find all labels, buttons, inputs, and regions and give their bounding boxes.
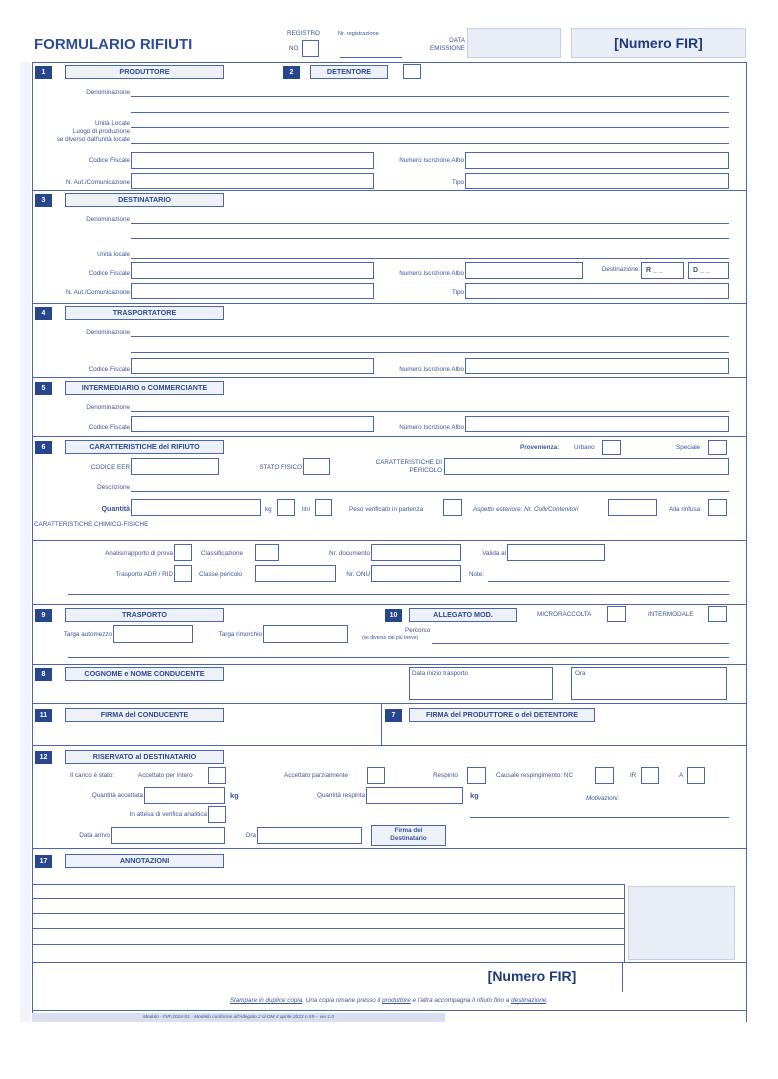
s4-numero-albo-label: Numero Iscrizione Albo xyxy=(399,366,464,373)
car-pericolo-field[interactable] xyxy=(444,458,729,475)
analisi-label: Analisi/rapporto di prova xyxy=(105,550,173,557)
footer-note xyxy=(32,997,746,1004)
kg-checkbox[interactable] xyxy=(277,499,295,516)
ora-arrivo-field[interactable] xyxy=(257,827,362,844)
quantita-respinta-label: Quantità respinta xyxy=(317,792,365,799)
microraccolta-checkbox[interactable] xyxy=(607,606,626,622)
s3-destinazione-r-field[interactable] xyxy=(641,262,684,279)
s3-codice-fiscale-field[interactable] xyxy=(131,262,374,279)
causale-nc-checkbox[interactable] xyxy=(595,767,614,784)
accettato-parz-checkbox[interactable] xyxy=(367,767,385,784)
aspetto-label: Aspetto esteriore: Nr. Colli/Contenitori xyxy=(473,506,579,513)
s5-denominazione-label: Denominazione xyxy=(86,404,130,411)
valida-al-field[interactable] xyxy=(507,544,605,561)
firma-produttore-header: FIRMA del PRODUTTORE o del DETENTORE xyxy=(409,708,595,722)
s1-naut-field[interactable] xyxy=(131,173,374,189)
quantita-respinta-kg: kg xyxy=(470,791,479,800)
respinto-checkbox[interactable] xyxy=(467,767,486,784)
section-17-number: 17 xyxy=(35,855,52,868)
annotazioni-line-3[interactable] xyxy=(32,913,624,914)
s3-denominazione-line[interactable] xyxy=(131,223,729,224)
s5-codice-fiscale-label: Codice Fiscale xyxy=(88,424,130,431)
causale-ir-checkbox[interactable] xyxy=(641,767,659,784)
s3-destinazione-d-field[interactable] xyxy=(688,262,729,279)
footer-note-text-3: . xyxy=(546,997,549,1004)
s3-tipo-label: Tipo xyxy=(451,289,464,296)
s1-luogo-label: Luogo di produzione xyxy=(72,128,130,135)
data-label: DATA xyxy=(449,37,465,44)
s1-codice-fiscale-field[interactable] xyxy=(131,152,374,169)
detentore-checkbox[interactable] xyxy=(403,64,421,79)
classe-pericolo-label: Classe pericolo xyxy=(199,571,243,578)
s3-codice-fiscale-label: Codice Fiscale xyxy=(88,270,130,277)
footer-stampare: Stampare in duplice copia xyxy=(229,997,303,1004)
s3-destinazione-d-text: D _ _ xyxy=(693,267,710,274)
s3-destinazione-r-text: R _ _ xyxy=(646,267,663,274)
classe-pericolo-field[interactable] xyxy=(255,565,336,582)
s1-denominazione-label: Denominazione xyxy=(86,89,130,96)
descrizione-line[interactable] xyxy=(131,491,729,492)
ora-inizio-label: Ora xyxy=(575,670,586,677)
adr-label: Trasporto ADR / RID xyxy=(115,571,173,578)
s1-codice-fiscale-label: Codice Fiscale xyxy=(88,157,130,164)
ora-inizio-field[interactable] xyxy=(571,667,727,700)
percorso-line[interactable] xyxy=(432,643,729,644)
descrizione-label: Descrizione xyxy=(97,484,130,491)
stato-fisico-field[interactable] xyxy=(303,458,330,475)
s3-tipo-field[interactable] xyxy=(465,283,729,299)
s1-unita-locale-label: Unità Locale xyxy=(94,120,130,127)
s3-naut-label: N. Aut./Comunicazione xyxy=(65,289,130,296)
firma-destinatario-label-2: Destinatario xyxy=(390,835,427,842)
section-4-number: 4 xyxy=(35,307,52,320)
annotazioni-line-2[interactable] xyxy=(32,898,624,899)
caratteristiche-header: CARATTERISTICHE del RIFIUTO xyxy=(65,440,224,454)
carico-label: Il carico è stato: xyxy=(70,772,115,779)
nr-documento-label: Nr. documento xyxy=(329,550,370,557)
s1-luogo-label-2: se diverso dall'unità locale xyxy=(56,136,130,143)
intermodale-checkbox[interactable] xyxy=(708,606,727,622)
kg-label: kg xyxy=(265,506,272,513)
intermediario-header: INTERMEDIARIO o COMMERCIANTE xyxy=(65,381,224,395)
causale-nc-label: Causale respingimento: NC xyxy=(496,772,573,779)
note-line[interactable] xyxy=(488,581,729,582)
accettato-parz-label: Accettato parzialmente xyxy=(284,772,349,779)
data-arrivo-field[interactable] xyxy=(111,827,225,844)
codice-eer-label: CODICE EER xyxy=(90,464,130,471)
causale-a-checkbox[interactable] xyxy=(687,767,705,784)
footer-destinazione: destinazione xyxy=(511,997,547,1004)
s3-numero-albo-field[interactable] xyxy=(465,262,583,279)
rinfusa-label: Alla rinfusa xyxy=(669,506,701,513)
numero-fir-header: [Numero FIR] xyxy=(614,35,703,51)
section-11-number: 11 xyxy=(35,709,52,722)
targa-automezzo-label: Targa automezzo xyxy=(63,631,112,638)
section-10-number: 10 xyxy=(385,609,402,622)
targa-automezzo-field[interactable] xyxy=(113,625,193,643)
s3-unita-locale-line[interactable] xyxy=(131,258,729,259)
detentore-header: DETENTORE xyxy=(310,65,388,79)
allegato-header: ALLEGATO MOD. xyxy=(409,608,517,622)
stamp-area xyxy=(628,886,735,960)
s4-denominazione-label: Denominazione xyxy=(86,329,130,336)
numero-fir-footer: [Numero FIR] xyxy=(487,968,577,984)
litri-label: litri xyxy=(302,506,311,513)
car-pericolo-label-2: PERICOLO xyxy=(409,467,442,474)
destinatario-header: DESTINATARIO xyxy=(65,193,224,207)
riservato-destinatario-header: RISERVATO al DESTINATARIO xyxy=(65,750,224,764)
s3-numero-albo-label: Numero Iscrizione Albo xyxy=(399,270,464,277)
quantita-accettata-field[interactable] xyxy=(144,787,225,804)
s1-tipo-label: Tipo xyxy=(451,179,464,186)
nr-onu-label: Nr. ONU xyxy=(346,571,370,578)
percorso-note: (se diverso dal più breve) xyxy=(362,635,419,641)
quantita-accettata-kg: kg xyxy=(230,791,239,800)
firma-conducente-header: FIRMA del CONDUCENTE xyxy=(65,708,224,722)
stato-fisico-label: STATO FISICO xyxy=(259,464,302,471)
s5-codice-fiscale-field[interactable] xyxy=(131,416,374,432)
attesa-verifica-checkbox[interactable] xyxy=(208,806,226,823)
quantita-accettata-label: Quantità accettata xyxy=(91,792,143,799)
motivazioni-label: Motivazioni: xyxy=(586,795,620,802)
no-label: NO xyxy=(289,45,299,52)
data-arrivo-label: Data arrivo xyxy=(79,832,110,839)
s4-codice-fiscale-label: Codice Fiscale xyxy=(88,366,130,373)
causale-a-label: A xyxy=(679,772,684,779)
s3-destinazione-label: Destinazione: xyxy=(601,266,640,273)
nr-documento-field[interactable] xyxy=(371,544,461,561)
s3-unita-locale-label: Unità locale xyxy=(97,251,130,258)
data-emissione-field[interactable] xyxy=(467,28,561,58)
causale-ir-label: IR xyxy=(630,772,637,779)
section-7-number: 7 xyxy=(385,709,402,722)
produttore-header: PRODUTTORE xyxy=(65,65,224,79)
analisi-checkbox[interactable] xyxy=(174,544,192,561)
section-12-number: 12 xyxy=(35,751,52,764)
annotazioni-line-1[interactable] xyxy=(32,884,624,885)
s1-tipo-field[interactable] xyxy=(465,173,729,189)
quantita-respinta-field[interactable] xyxy=(366,787,463,804)
peso-verificato-checkbox[interactable] xyxy=(443,499,462,516)
litri-checkbox[interactable] xyxy=(315,499,332,516)
peso-verificato-label: Peso verificato in partenza xyxy=(349,506,424,513)
respinto-label: Respinto xyxy=(433,772,458,779)
s3-naut-field[interactable] xyxy=(131,283,374,299)
percorso-label: Percorso xyxy=(405,627,431,634)
intermodale-label: INTERMODALE xyxy=(648,611,694,618)
s5-numero-albo-label: Numero Iscrizione Albo xyxy=(399,424,464,431)
quantita-field[interactable] xyxy=(131,499,261,516)
ora-arrivo-label: Ora xyxy=(245,832,256,839)
section-5-number: 5 xyxy=(35,382,52,395)
registro-label: REGISTRO xyxy=(287,30,320,37)
registro-no-box[interactable] xyxy=(302,40,319,57)
codice-eer-field[interactable] xyxy=(131,458,219,475)
s3-denominazione-label: Denominazione xyxy=(86,216,130,223)
classificazione-label: Classificazione xyxy=(201,550,243,557)
nr-onu-field[interactable] xyxy=(371,565,461,582)
valida-al-label: Valida al xyxy=(482,550,506,557)
form-title: FORMULARIO RIFIUTI xyxy=(34,36,193,53)
section-9-number: 9 xyxy=(35,609,52,622)
rinfusa-checkbox[interactable] xyxy=(708,499,727,516)
urbano-checkbox[interactable] xyxy=(602,440,621,455)
s4-denominazione-line[interactable] xyxy=(131,336,729,337)
data-inizio-trasporto-label: Data inizio trasporto xyxy=(412,670,468,677)
trasportatore-header: TRASPORTATORE xyxy=(65,306,224,320)
adr-checkbox[interactable] xyxy=(174,565,192,582)
urbano-label: Urbano xyxy=(574,444,595,451)
trasporto-header: TRASPORTO xyxy=(65,608,224,622)
attesa-verifica-label: In attesa di verifica analitica xyxy=(129,811,207,818)
modulo-text: Modulo - FIR-2024-01 - Modello conforme all'Allegato 2 al DM 4 aprile 2023 n.59 – ver.1.0 xyxy=(142,1015,335,1020)
footer-note-text-2: e l'altra accompagna il rifiuto fino a xyxy=(410,997,512,1004)
quantita-label: Quantità xyxy=(101,506,130,513)
emissione-label: EMISSIONE xyxy=(430,45,465,52)
s1-numero-albo-label: Numero Iscrizione Albo xyxy=(399,157,464,164)
targa-rimorchio-field[interactable] xyxy=(263,625,348,643)
nr-registrazione-label: Nr. registrazione xyxy=(338,31,379,37)
motivazioni-line[interactable] xyxy=(470,817,729,818)
annotazioni-header: ANNOTAZIONI xyxy=(65,854,224,868)
accettato-intero-checkbox[interactable] xyxy=(208,767,226,784)
colli-field[interactable] xyxy=(608,499,657,516)
microraccolta-label: MICRORACCOLTA xyxy=(537,611,592,618)
section-8-number: 8 xyxy=(35,668,52,681)
s4-numero-albo-field[interactable] xyxy=(465,358,729,374)
note-label: Note: xyxy=(469,571,485,578)
footer-produttore: produttore xyxy=(382,997,411,1004)
accettato-intero-label: Accettato per intero xyxy=(138,772,193,779)
targa-rimorchio-label: Targa rimorchio xyxy=(218,631,262,638)
s1-denominazione-line[interactable] xyxy=(131,96,729,97)
s1-unita-locale-line[interactable] xyxy=(131,127,729,128)
speciale-checkbox[interactable] xyxy=(708,440,727,455)
s4-codice-fiscale-field[interactable] xyxy=(131,358,374,374)
s1-numero-albo-field[interactable] xyxy=(465,152,729,169)
speciale-label: Speciale xyxy=(676,444,701,451)
s5-denominazione-line[interactable] xyxy=(131,411,729,412)
annotazioni-line-4[interactable] xyxy=(32,928,624,929)
s1-naut-label: N. Aut./Comunicazione xyxy=(65,179,130,186)
section-1-number: 1 xyxy=(35,66,52,79)
footer-note-text-1: . Una copia rimane presso il xyxy=(302,997,383,1004)
classificazione-field[interactable] xyxy=(255,544,279,561)
car-pericolo-label: CARATTERISTICHE DI xyxy=(375,459,442,466)
section-6-number: 6 xyxy=(35,441,52,454)
conducente-header: COGNOME e NOME CONDUCENTE xyxy=(65,667,224,681)
firma-destinatario-label: Firma del xyxy=(394,827,423,834)
provenienza-label: Provenienza: xyxy=(520,444,560,451)
chimico-fisiche-label: CARATTERISTICHE CHIMICO-FISICHE xyxy=(34,521,149,528)
section-2-number: 2 xyxy=(283,66,300,79)
section-3-number: 3 xyxy=(35,194,52,207)
annotazioni-line-5[interactable] xyxy=(32,944,624,945)
s5-numero-albo-field[interactable] xyxy=(465,416,729,432)
